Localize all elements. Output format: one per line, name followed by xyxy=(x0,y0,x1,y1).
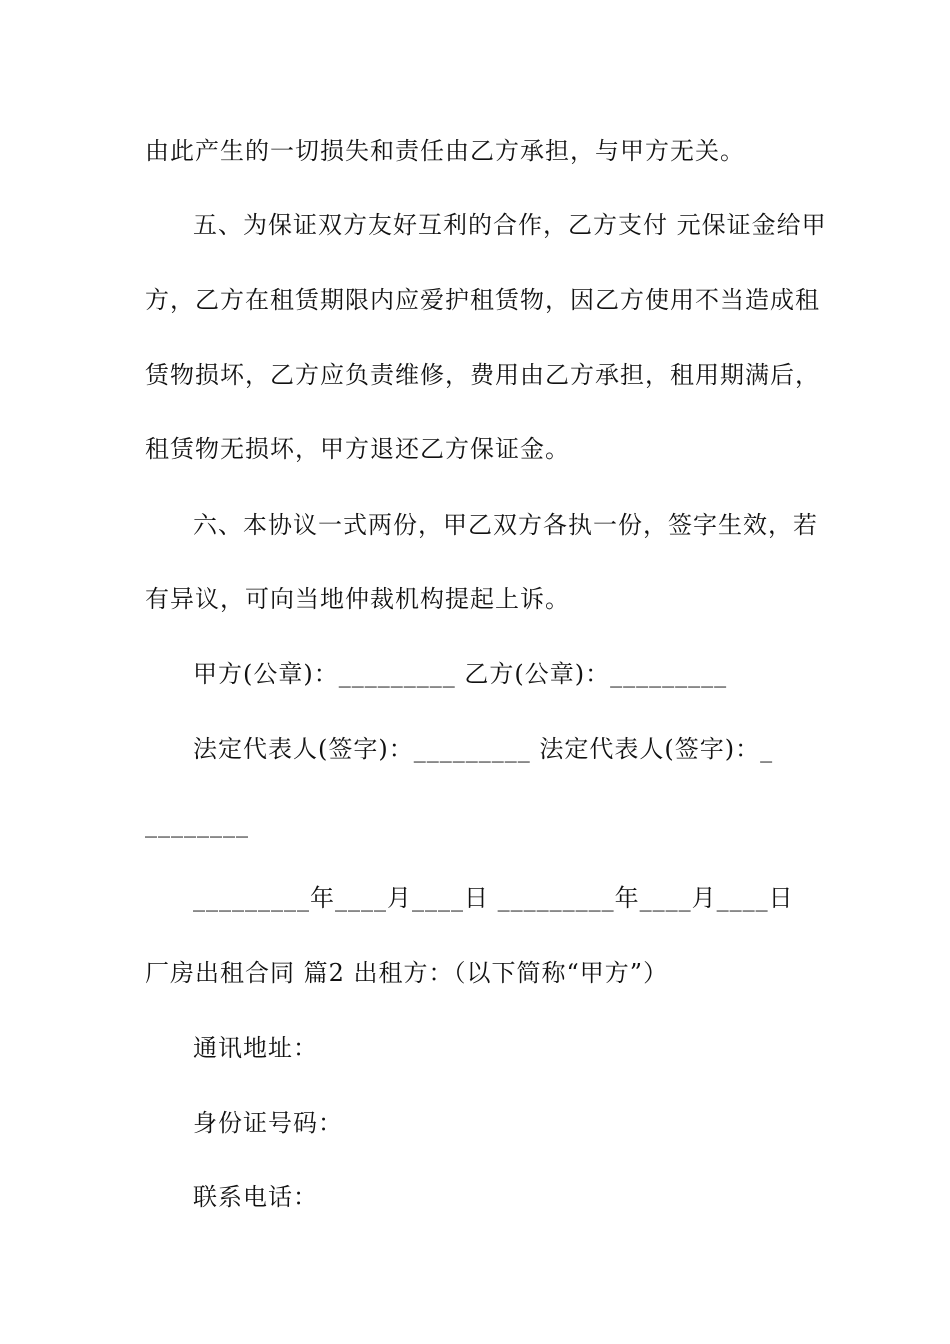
address-field-label: 通讯地址： xyxy=(193,1034,318,1062)
paragraph-line-7: 有异议，可向当地仲裁机构提起上诉。 xyxy=(145,585,570,613)
date-line: _________年____月____日 _________年____月____日 xyxy=(193,884,794,912)
paragraph-line-4: 赁物损坏，乙方应负责维修，费用由乙方承担，租用期满后， xyxy=(145,361,820,389)
legal-representative-line: 法定代表人(签字)：_________ 法定代表人(签字)：_ xyxy=(193,735,774,763)
paragraph-line-2: 五、为保证双方友好互利的合作，乙方支付 元保证金给甲 xyxy=(193,211,827,239)
phone-field-label: 联系电话： xyxy=(193,1183,318,1211)
paragraph-line-6: 六、本协议一式两份，甲乙双方各执一份，签字生效，若 xyxy=(193,511,818,539)
paragraph-line-1: 由此产生的一切损失和责任由乙方承担，与甲方无关。 xyxy=(145,137,745,165)
paragraph-line-5: 租赁物无损坏，甲方退还乙方保证金。 xyxy=(145,435,570,463)
id-number-field-label: 身份证号码： xyxy=(193,1109,343,1137)
signature-seal-line: 甲方(公章)：_________ 乙方(公章)：_________ xyxy=(193,660,728,688)
legal-representative-continuation: ________ xyxy=(145,810,249,838)
paragraph-line-3: 方，乙方在租赁期限内应爱护租赁物，因乙方使用不当造成租 xyxy=(145,286,820,314)
contract-section-title: 厂房出租合同 篇2 出租方：（以下简称“甲方”） xyxy=(145,959,669,987)
